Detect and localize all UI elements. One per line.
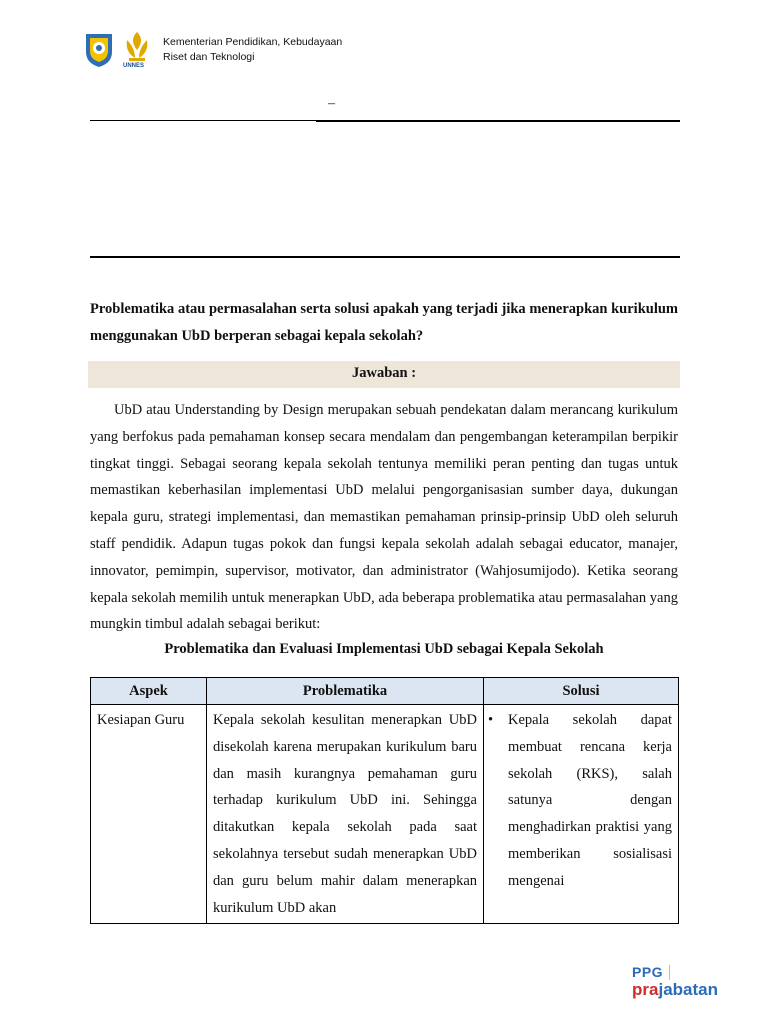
header-solusi: Solusi	[484, 678, 679, 705]
ministry-name	[163, 35, 342, 65]
prajabatan-pra: pra	[632, 980, 659, 999]
ppg-prajabatan-logo	[632, 964, 718, 998]
unnes-logo-icon	[121, 30, 153, 70]
ppg-tagline-icon	[669, 965, 691, 980]
answer-paragraph: UbD atau Understanding by Design merupakan sebuah pendekatan dalam merancang kurikulum yang berfokus pada pemahaman konsep secara mendalam dan pengembangan keterampilan berpikir tingkat tinggi. Sebagai seorang kepala sekolah tentunya memiliki peran penting dan tugas untuk memastikan keberhasilan implementasi UbD melalui pengorganisasian sumber daya, dukungan kepala guru, strategi implementasi, dan memastikan pemahaman prinsip-prinsip UbD oleh seluruh staff pendidik. Adapun tugas pokok dan fungsi kepala sekolah adalah sebagai educator, manajer, innovator, pemimpin, supervisor, motivator, dan administrator (Wahjosumijodo). Ketika seorang kepala sekolah memilih untuk menerapkan UbD, ada beberapa problematika atau permasalahan yang mungkin timbul adalah sebagai berikut:	[90, 402, 678, 633]
question-heading: Problematika atau permasalahan serta solusi apakah yang terjadi jika menerapkan kurikulum menggunakan UbD berperan sebagai kepala sekolah?	[90, 301, 678, 344]
header-problematika: Problematika	[207, 678, 484, 705]
table-caption: Problematika dan Evaluasi Implementasi UbD sebagai Kepala Sekolah	[164, 641, 604, 657]
ministry-line-2: Riset dan Teknologi	[163, 51, 255, 63]
header-dash: –	[328, 96, 335, 111]
cell-aspek: Kesiapan Guru	[91, 705, 207, 924]
ubd-problem-table	[90, 677, 679, 924]
bullet-icon: •	[488, 712, 494, 728]
table-header-row	[91, 678, 679, 705]
ministry-line-1: Kementerian Pendidikan, Kebudayaan	[163, 36, 343, 48]
unnes-logo-text: UNNES	[123, 63, 145, 69]
section-rule	[90, 256, 680, 258]
table-row	[91, 705, 679, 924]
solusi-text: Kepala sekolah dapat membuat rencana kerja sekolah (RKS), salah satunya dengan menghadirkan praktisi yang memberikan sosialisasi mengenai	[508, 712, 672, 889]
prajabatan-jabatan: jabatan	[658, 980, 718, 999]
ppg-label: PPG	[632, 964, 664, 980]
cell-solusi	[484, 705, 679, 924]
cell-problematika: Kepala sekolah kesulitan menerapkan UbD disekolah karena merupakan kurikulum baru dan masih kurangnya pemahaman guru terhadap kurikulum UbD ini. Sehingga ditakutkan kepala sekolah pada saat sekolahnya tersebut sudah menerapkan UbD dan guru belum mahir dalam menerapkan kurikulum UbD akan	[207, 705, 484, 924]
top-rule-thick	[316, 120, 680, 122]
document-header	[82, 30, 342, 70]
kemdikbud-logo-icon	[82, 30, 116, 68]
ppg-logo-text	[632, 964, 718, 980]
top-rule-thin	[90, 120, 316, 121]
answer-label: Jawaban :	[88, 361, 680, 388]
answer-body	[90, 397, 678, 638]
header-aspek: Aspek	[91, 678, 207, 705]
prajabatan-text	[632, 981, 718, 998]
